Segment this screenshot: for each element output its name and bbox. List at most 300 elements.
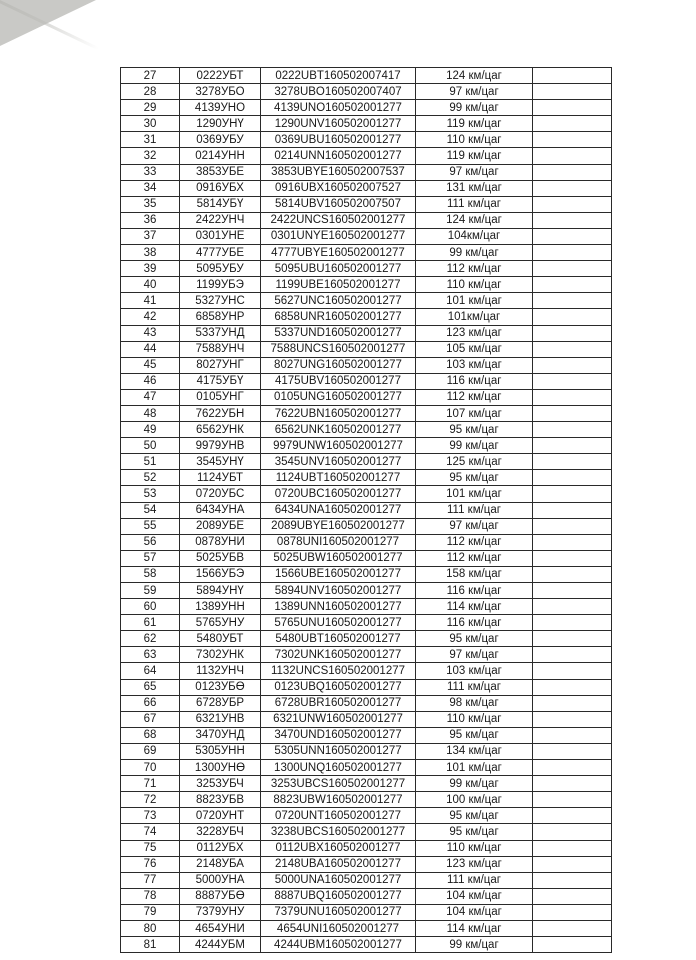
empty-cell <box>533 920 612 936</box>
row-number-cell: 63 <box>121 647 180 663</box>
table-row <box>121 808 612 824</box>
table-row <box>121 389 612 405</box>
table-row <box>121 743 612 759</box>
table-row <box>121 695 612 711</box>
row-number-cell: 71 <box>121 776 180 792</box>
row-number-cell: 45 <box>121 357 180 373</box>
empty-cell <box>533 486 612 502</box>
plate-number-cell: 0878УНИ <box>180 534 261 550</box>
row-number-cell: 52 <box>121 470 180 486</box>
table-row <box>121 904 612 920</box>
record-code-cell: 1300UNQ160502001277 <box>261 760 416 776</box>
record-code-cell: 8027UNG160502001277 <box>261 357 416 373</box>
record-code-cell: 9979UNW160502001277 <box>261 438 416 454</box>
row-number-cell: 65 <box>121 679 180 695</box>
empty-cell <box>533 277 612 293</box>
table-row <box>121 502 612 518</box>
table-row <box>121 663 612 679</box>
record-code-cell: 4777UBYE160502001277 <box>261 245 416 261</box>
record-code-cell: 0878UNI160502001277 <box>261 534 416 550</box>
speed-cell: 110 км/цаг <box>416 132 533 148</box>
record-code-cell: 0301UNYE160502001277 <box>261 228 416 244</box>
speed-cell: 124 км/цаг <box>416 68 533 84</box>
table-row <box>121 422 612 438</box>
record-code-cell: 0222UBT160502007417 <box>261 68 416 84</box>
table-row <box>121 84 612 100</box>
plate-number-cell: 7588УНЧ <box>180 341 261 357</box>
record-code-cell: 0123UBQ160502001277 <box>261 679 416 695</box>
table-row <box>121 856 612 872</box>
table-row <box>121 534 612 550</box>
record-code-cell: 2089UBYE160502001277 <box>261 518 416 534</box>
record-code-cell: 1566UBE160502001277 <box>261 566 416 582</box>
speed-cell: 124 км/цаг <box>416 212 533 228</box>
row-number-cell: 61 <box>121 615 180 631</box>
plate-number-cell: 5765УНУ <box>180 615 261 631</box>
table-row <box>121 132 612 148</box>
record-code-cell: 7588UNCS160502001277 <box>261 341 416 357</box>
record-code-cell: 5894UNV160502001277 <box>261 583 416 599</box>
row-number-cell: 35 <box>121 196 180 212</box>
table-row <box>121 373 612 389</box>
table-row <box>121 872 612 888</box>
table-row <box>121 68 612 84</box>
record-code-cell: 0369UBU160502001277 <box>261 132 416 148</box>
empty-cell <box>533 116 612 132</box>
record-code-cell: 5000UNA160502001277 <box>261 872 416 888</box>
plate-number-cell: 0916УБХ <box>180 180 261 196</box>
empty-cell <box>533 566 612 582</box>
speed-cell: 95 км/цаг <box>416 422 533 438</box>
empty-cell <box>533 132 612 148</box>
row-number-cell: 64 <box>121 663 180 679</box>
plate-number-cell: 5095УБУ <box>180 261 261 277</box>
empty-cell <box>533 164 612 180</box>
plate-number-cell: 0301УНЕ <box>180 228 261 244</box>
table-row <box>121 647 612 663</box>
plate-number-cell: 8027УНГ <box>180 357 261 373</box>
speed-cell: 110 км/цаг <box>416 277 533 293</box>
plate-number-cell: 5000УНА <box>180 872 261 888</box>
speed-cell: 99 км/цаг <box>416 438 533 454</box>
row-number-cell: 51 <box>121 454 180 470</box>
empty-cell <box>533 679 612 695</box>
speed-cell: 123 км/цаг <box>416 325 533 341</box>
plate-number-cell: 0369УБУ <box>180 132 261 148</box>
plate-number-cell: 4244УБМ <box>180 937 261 953</box>
record-code-cell: 0720UBC160502001277 <box>261 486 416 502</box>
plate-number-cell: 3853УБЕ <box>180 164 261 180</box>
record-code-cell: 5814UBV160502007507 <box>261 196 416 212</box>
empty-cell <box>533 727 612 743</box>
empty-cell <box>533 808 612 824</box>
record-code-cell: 0720UNT160502001277 <box>261 808 416 824</box>
record-code-cell: 7302UNK160502001277 <box>261 647 416 663</box>
plate-number-cell: 2422УНЧ <box>180 212 261 228</box>
speed-cell: 116 км/цаг <box>416 615 533 631</box>
empty-cell <box>533 937 612 953</box>
plate-number-cell: 1124УБТ <box>180 470 261 486</box>
empty-cell <box>533 68 612 84</box>
plate-number-cell: 4654УНИ <box>180 920 261 936</box>
empty-cell <box>533 743 612 759</box>
record-code-cell: 1132UNCS160502001277 <box>261 663 416 679</box>
table-body <box>121 68 612 953</box>
empty-cell <box>533 502 612 518</box>
row-number-cell: 30 <box>121 116 180 132</box>
record-code-cell: 3470UND160502001277 <box>261 727 416 743</box>
row-number-cell: 48 <box>121 405 180 421</box>
table-row <box>121 550 612 566</box>
empty-cell <box>533 760 612 776</box>
row-number-cell: 57 <box>121 550 180 566</box>
speed-cell: 104км/цаг <box>416 228 533 244</box>
speed-cell: 103 км/цаг <box>416 663 533 679</box>
speed-cell: 114 км/цаг <box>416 599 533 615</box>
row-number-cell: 33 <box>121 164 180 180</box>
empty-cell <box>533 422 612 438</box>
record-code-cell: 0214UNN160502001277 <box>261 148 416 164</box>
table-row <box>121 840 612 856</box>
speed-cell: 97 км/цаг <box>416 518 533 534</box>
speed-cell: 95 км/цаг <box>416 631 533 647</box>
empty-cell <box>533 792 612 808</box>
table-row <box>121 341 612 357</box>
plate-number-cell: 0720УБС <box>180 486 261 502</box>
table-row <box>121 711 612 727</box>
speed-cell: 97 км/цаг <box>416 164 533 180</box>
record-code-cell: 3238UBCS160502001277 <box>261 824 416 840</box>
table-row <box>121 615 612 631</box>
record-code-cell: 6858UNR160502001277 <box>261 309 416 325</box>
record-code-cell: 5337UND160502001277 <box>261 325 416 341</box>
empty-cell <box>533 840 612 856</box>
record-code-cell: 6321UNW160502001277 <box>261 711 416 727</box>
record-code-cell: 3278UBO160502007407 <box>261 84 416 100</box>
plate-number-cell: 3228УБЧ <box>180 824 261 840</box>
plate-number-cell: 6562УНК <box>180 422 261 438</box>
plate-number-cell: 0112УБХ <box>180 840 261 856</box>
speed-cell: 95 км/цаг <box>416 808 533 824</box>
plate-number-cell: 5814УБҮ <box>180 196 261 212</box>
speed-cell: 111 км/цаг <box>416 679 533 695</box>
plate-number-cell: 9979УНВ <box>180 438 261 454</box>
plate-number-cell: 4777УБЕ <box>180 245 261 261</box>
speed-cell: 101 км/цаг <box>416 760 533 776</box>
empty-cell <box>533 518 612 534</box>
speed-violation-table <box>120 67 612 953</box>
empty-cell <box>533 599 612 615</box>
plate-number-cell: 3470УНД <box>180 727 261 743</box>
empty-cell <box>533 824 612 840</box>
record-code-cell: 6728UBR160502001277 <box>261 695 416 711</box>
plate-number-cell: 2148УБА <box>180 856 261 872</box>
empty-cell <box>533 550 612 566</box>
row-number-cell: 38 <box>121 245 180 261</box>
record-code-cell: 1389UNN160502001277 <box>261 599 416 615</box>
speed-cell: 111 км/цаг <box>416 872 533 888</box>
speed-cell: 131 км/цаг <box>416 180 533 196</box>
table-row <box>121 937 612 953</box>
row-number-cell: 60 <box>121 599 180 615</box>
row-number-cell: 34 <box>121 180 180 196</box>
speed-cell: 100 км/цаг <box>416 792 533 808</box>
speed-cell: 104 км/цаг <box>416 888 533 904</box>
empty-cell <box>533 888 612 904</box>
empty-cell <box>533 583 612 599</box>
row-number-cell: 36 <box>121 212 180 228</box>
empty-cell <box>533 470 612 486</box>
row-number-cell: 31 <box>121 132 180 148</box>
empty-cell <box>533 711 612 727</box>
row-number-cell: 27 <box>121 68 180 84</box>
row-number-cell: 70 <box>121 760 180 776</box>
plate-number-cell: 5025УБВ <box>180 550 261 566</box>
record-code-cell: 0916UBX160502007527 <box>261 180 416 196</box>
row-number-cell: 53 <box>121 486 180 502</box>
table-row <box>121 631 612 647</box>
empty-cell <box>533 663 612 679</box>
record-code-cell: 3253UBCS160502001277 <box>261 776 416 792</box>
table-row <box>121 776 612 792</box>
empty-cell <box>533 872 612 888</box>
row-number-cell: 77 <box>121 872 180 888</box>
row-number-cell: 74 <box>121 824 180 840</box>
row-number-cell: 69 <box>121 743 180 759</box>
record-code-cell: 5765UNU160502001277 <box>261 615 416 631</box>
speed-cell: 103 км/цаг <box>416 357 533 373</box>
table-row <box>121 245 612 261</box>
plate-number-cell: 2089УБЕ <box>180 518 261 534</box>
plate-number-cell: 1132УНЧ <box>180 663 261 679</box>
speed-cell: 99 км/цаг <box>416 937 533 953</box>
plate-number-cell: 4175УБҮ <box>180 373 261 389</box>
row-number-cell: 44 <box>121 341 180 357</box>
plate-number-cell: 1300УНӨ <box>180 760 261 776</box>
row-number-cell: 28 <box>121 84 180 100</box>
row-number-cell: 40 <box>121 277 180 293</box>
record-code-cell: 2422UNCS160502001277 <box>261 212 416 228</box>
speed-cell: 95 км/цаг <box>416 727 533 743</box>
empty-cell <box>533 180 612 196</box>
table-row <box>121 599 612 615</box>
table-row <box>121 405 612 421</box>
record-code-cell: 4654UNI160502001277 <box>261 920 416 936</box>
speed-cell: 99 км/цаг <box>416 776 533 792</box>
row-number-cell: 59 <box>121 583 180 599</box>
record-code-cell: 8823UBW160502001277 <box>261 792 416 808</box>
table-row <box>121 486 612 502</box>
empty-cell <box>533 228 612 244</box>
plate-number-cell: 3278УБО <box>180 84 261 100</box>
table-row <box>121 164 612 180</box>
table-row <box>121 325 612 341</box>
speed-cell: 114 км/цаг <box>416 920 533 936</box>
plate-number-cell: 1199УБЭ <box>180 277 261 293</box>
record-code-cell: 3853UBYE160502007537 <box>261 164 416 180</box>
row-number-cell: 37 <box>121 228 180 244</box>
plate-number-cell: 6728УБР <box>180 695 261 711</box>
table-row <box>121 196 612 212</box>
empty-cell <box>533 631 612 647</box>
plate-number-cell: 7302УНК <box>180 647 261 663</box>
record-code-cell: 5305UNN160502001277 <box>261 743 416 759</box>
speed-cell: 95 км/цаг <box>416 824 533 840</box>
table-row <box>121 228 612 244</box>
table-row <box>121 100 612 116</box>
plate-number-cell: 1566УБЭ <box>180 566 261 582</box>
table-row <box>121 309 612 325</box>
table-row <box>121 148 612 164</box>
speed-cell: 105 км/цаг <box>416 341 533 357</box>
empty-cell <box>533 695 612 711</box>
row-number-cell: 81 <box>121 937 180 953</box>
plate-number-cell: 1290УНҮ <box>180 116 261 132</box>
empty-cell <box>533 904 612 920</box>
record-code-cell: 5025UBW160502001277 <box>261 550 416 566</box>
speed-cell: 119 км/цаг <box>416 116 533 132</box>
empty-cell <box>533 454 612 470</box>
table-row <box>121 277 612 293</box>
record-code-cell: 1199UBE160502001277 <box>261 277 416 293</box>
record-code-cell: 5627UNC160502001277 <box>261 293 416 309</box>
empty-cell <box>533 647 612 663</box>
empty-cell <box>533 245 612 261</box>
row-number-cell: 78 <box>121 888 180 904</box>
plate-number-cell: 0214УНН <box>180 148 261 164</box>
empty-cell <box>533 534 612 550</box>
row-number-cell: 43 <box>121 325 180 341</box>
plate-number-cell: 0222УБТ <box>180 68 261 84</box>
plate-number-cell: 0720УНТ <box>180 808 261 824</box>
empty-cell <box>533 776 612 792</box>
plate-number-cell: 5305УНН <box>180 743 261 759</box>
speed-cell: 112 км/цаг <box>416 261 533 277</box>
plate-number-cell: 1389УНН <box>180 599 261 615</box>
empty-cell <box>533 341 612 357</box>
empty-cell <box>533 212 612 228</box>
speed-cell: 112 км/цаг <box>416 534 533 550</box>
table-row <box>121 583 612 599</box>
table-row <box>121 438 612 454</box>
row-number-cell: 47 <box>121 389 180 405</box>
speed-cell: 104 км/цаг <box>416 904 533 920</box>
record-code-cell: 6562UNK160502001277 <box>261 422 416 438</box>
table-row <box>121 792 612 808</box>
row-number-cell: 72 <box>121 792 180 808</box>
table-row <box>121 824 612 840</box>
speed-cell: 111 км/цаг <box>416 196 533 212</box>
plate-number-cell: 0105УНГ <box>180 389 261 405</box>
record-code-cell: 1124UBT160502001277 <box>261 470 416 486</box>
record-code-cell: 5480UBT160502001277 <box>261 631 416 647</box>
row-number-cell: 49 <box>121 422 180 438</box>
speed-cell: 101км/цаг <box>416 309 533 325</box>
speed-cell: 99 км/цаг <box>416 100 533 116</box>
speed-cell: 116 км/цаг <box>416 583 533 599</box>
empty-cell <box>533 438 612 454</box>
plate-number-cell: 7622УБН <box>180 405 261 421</box>
row-number-cell: 62 <box>121 631 180 647</box>
empty-cell <box>533 148 612 164</box>
empty-cell <box>533 196 612 212</box>
table-row <box>121 261 612 277</box>
plate-number-cell: 6434УНА <box>180 502 261 518</box>
empty-cell <box>533 100 612 116</box>
table-row <box>121 454 612 470</box>
row-number-cell: 46 <box>121 373 180 389</box>
speed-cell: 110 км/цаг <box>416 840 533 856</box>
table-row <box>121 470 612 486</box>
row-number-cell: 68 <box>121 727 180 743</box>
speed-cell: 125 км/цаг <box>416 454 533 470</box>
speed-cell: 95 км/цаг <box>416 470 533 486</box>
plate-number-cell: 3253УБЧ <box>180 776 261 792</box>
plate-number-cell: 5480УБТ <box>180 631 261 647</box>
speed-cell: 112 км/цаг <box>416 389 533 405</box>
record-code-cell: 0112UBX160502001277 <box>261 840 416 856</box>
speed-cell: 107 км/цаг <box>416 405 533 421</box>
plate-number-cell: 4139УНО <box>180 100 261 116</box>
row-number-cell: 73 <box>121 808 180 824</box>
empty-cell <box>533 309 612 325</box>
row-number-cell: 41 <box>121 293 180 309</box>
plate-number-cell: 5894УНҮ <box>180 583 261 599</box>
record-code-cell: 7379UNU160502001277 <box>261 904 416 920</box>
record-code-cell: 6434UNA160502001277 <box>261 502 416 518</box>
empty-cell <box>533 261 612 277</box>
record-code-cell: 2148UBA160502001277 <box>261 856 416 872</box>
row-number-cell: 39 <box>121 261 180 277</box>
row-number-cell: 54 <box>121 502 180 518</box>
speed-cell: 97 км/цаг <box>416 647 533 663</box>
speed-cell: 110 км/цаг <box>416 711 533 727</box>
plate-number-cell: 8887УБӨ <box>180 888 261 904</box>
table-row <box>121 180 612 196</box>
row-number-cell: 58 <box>121 566 180 582</box>
empty-cell <box>533 357 612 373</box>
plate-number-cell: 3545УНҮ <box>180 454 261 470</box>
record-code-cell: 0105UNG160502001277 <box>261 389 416 405</box>
record-code-cell: 5095UBU160502001277 <box>261 261 416 277</box>
table-row <box>121 212 612 228</box>
table-row <box>121 518 612 534</box>
record-code-cell: 1290UNV160502001277 <box>261 116 416 132</box>
row-number-cell: 76 <box>121 856 180 872</box>
empty-cell <box>533 856 612 872</box>
empty-cell <box>533 405 612 421</box>
table-row <box>121 357 612 373</box>
speed-cell: 101 км/цаг <box>416 486 533 502</box>
table-row <box>121 293 612 309</box>
speed-cell: 111 км/цаг <box>416 502 533 518</box>
empty-cell <box>533 373 612 389</box>
record-code-cell: 4139UNO160502001277 <box>261 100 416 116</box>
speed-cell: 101 км/цаг <box>416 293 533 309</box>
empty-cell <box>533 84 612 100</box>
table-row <box>121 760 612 776</box>
speed-cell: 112 км/цаг <box>416 550 533 566</box>
plate-number-cell: 6321УНВ <box>180 711 261 727</box>
speed-cell: 97 км/цаг <box>416 84 533 100</box>
speed-cell: 119 км/цаг <box>416 148 533 164</box>
row-number-cell: 29 <box>121 100 180 116</box>
record-code-cell: 7622UBN160502001277 <box>261 405 416 421</box>
empty-cell <box>533 615 612 631</box>
plate-number-cell: 5337УНД <box>180 325 261 341</box>
table-row <box>121 679 612 695</box>
speed-cell: 123 км/цаг <box>416 856 533 872</box>
